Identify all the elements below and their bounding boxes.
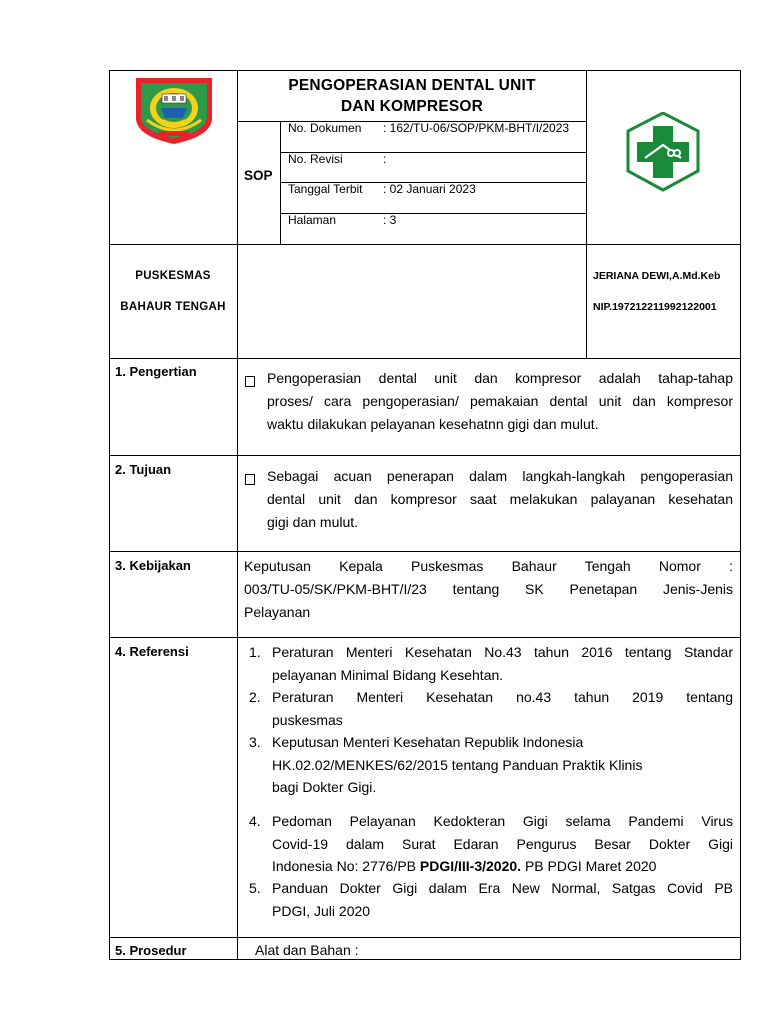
org-name-line-1: PUSKESMAS — [135, 270, 211, 282]
title-line-2: DAN KOMPRESOR — [340, 98, 484, 115]
reference-item-2 — [249, 686, 733, 732]
kebijakan-line-2: 003/TU-05/SK/PKM-BHT/I/23 tentang SK Penetapan Jenis-Jenis — [244, 581, 733, 597]
reference-5-line-1: Panduan Dokter Gigi dalam Era New Normal, Satgas Covid PB — [272, 880, 733, 896]
reference-1-line-1: Peraturan Menteri Kesehatan No.43 tahun 2016 tentang Standar — [272, 644, 733, 660]
reference-4-line-3 — [272, 855, 733, 878]
field-page-label: Halaman — [288, 213, 337, 227]
sop-label: SOP — [244, 168, 273, 183]
field-doc-number-value: : 162/TU-06/SOP/PKM-BHT/I/2023 — [383, 121, 570, 135]
column-divider — [237, 70, 238, 959]
section-label-tujuan: 2. Tujuan — [115, 462, 172, 477]
row-line-pengertian — [109, 358, 741, 359]
reference-1-line-2: pelayanan Minimal Bidang Kesehtan. — [272, 666, 504, 683]
reference-2-line-1: Peraturan Menteri Kesehatan no.43 tahun 2019 tentang — [272, 689, 733, 705]
section-label-kebijakan: 3. Kebijakan — [115, 558, 191, 573]
reference-item-5 — [249, 877, 733, 923]
right-column-divider — [586, 70, 587, 358]
document-title — [238, 75, 586, 117]
reference-4-line-3-pre: Indonesia No: 2776/PB — [272, 858, 420, 874]
reference-4-line-3-bold: PDGI/III-3/2020. — [419, 858, 522, 874]
reference-3-line-3: bagi Dokter Gigi. — [272, 779, 377, 795]
row-line-tujuan — [109, 455, 741, 456]
reference-4-line-2: Covid-19 dalam Surat Edaran Pengurus Besar Dokter Gigi — [272, 835, 733, 852]
green-cross-logo — [623, 112, 703, 192]
kebijakan-text — [244, 555, 733, 624]
field-revision-value: : — [383, 152, 387, 166]
table-border-left — [109, 70, 110, 960]
reference-number: 4. — [249, 813, 261, 829]
signer-nip: NIP.197212211992122001 — [593, 301, 717, 313]
reference-5-line-2: PDGI, Juli 2020 — [272, 902, 371, 919]
section-label-referensi: 4. Referensi — [115, 644, 189, 659]
header-bottom-line — [109, 244, 741, 245]
reference-4-line-3-post: PB PDGI Maret 2020 — [521, 858, 657, 874]
field-doc-number-label: No. Dokumen — [288, 121, 362, 135]
table-border-bottom — [109, 959, 741, 960]
row-line-referensi — [109, 637, 741, 638]
kebijakan-line-1: Keputusan Kepala Puskesmas Bahaur Tengah Nomor : — [244, 558, 733, 574]
tujuan-line-3: gigi dan mulut. — [267, 514, 359, 530]
field-issue-date-label: Tanggal Terbit — [288, 182, 363, 196]
reference-item-4 — [249, 810, 733, 880]
title-line-1: PENGOPERASIAN DENTAL UNIT — [288, 77, 536, 94]
field-page-value: : 3 — [383, 213, 397, 227]
tujuan-line-1: Sebagai acuan penerapan dalam langkah-langkah pengoperasian — [267, 468, 733, 484]
reference-item-1 — [249, 641, 733, 687]
bullet-icon — [245, 471, 255, 489]
reference-3-line-2: HK.02.02/MENKES/62/2015 tentang Panduan Praktik Klinis — [272, 756, 643, 773]
section-label-prosedur: 5. Prosedur — [115, 943, 187, 958]
field-revision-label: No. Revisi — [288, 152, 343, 166]
tujuan-text — [267, 465, 733, 534]
section-label-pengertian: 1. Pengertian — [115, 364, 197, 379]
reference-3-line-1: Keputusan Menteri Kesehatan Republik Indonesia — [272, 734, 584, 750]
reference-4-line-1: Pedoman Pelayanan Kedokteran Gigi selama Pandemi Virus — [272, 813, 733, 829]
reference-item-3 — [249, 731, 733, 801]
kebijakan-line-3: Pelayanan — [244, 604, 311, 620]
reference-2-line-2: puskesmas — [272, 711, 343, 728]
signer-name: JERIANA DEWI,A.Md.Keb — [593, 270, 721, 282]
reference-number: 2. — [249, 689, 261, 705]
prosedur-text: Alat dan Bahan : — [255, 942, 359, 958]
bullet-icon — [245, 373, 255, 391]
reference-number: 3. — [249, 734, 261, 750]
table-border-right — [740, 70, 741, 960]
pengertian-text — [267, 367, 733, 436]
table-border-top — [109, 70, 741, 71]
regional-emblem-logo — [133, 74, 215, 146]
row-line-prosedur — [109, 937, 741, 938]
pengertian-line-3: waktu dilakukan pelayanan kesehatnn gigi dan mulut. — [267, 416, 599, 432]
reference-number: 1. — [249, 644, 261, 660]
field-issue-date-value: : 02 Januari 2023 — [383, 182, 476, 196]
pengertian-line-1: Pengoperasian dental unit dan kompresor adalah tahap-tahap — [267, 370, 733, 386]
tujuan-line-2: dental unit dan kompresor saat melakukan palayanan kesehatan — [267, 491, 733, 507]
org-name-line-2: BAHAUR TENGAH — [120, 301, 226, 313]
reference-number: 5. — [249, 880, 261, 896]
pengertian-line-2: proses/ cara pengoperasian/ pemakaian dental unit dan kompresor — [267, 393, 733, 409]
row-line-kebijakan — [109, 551, 741, 552]
